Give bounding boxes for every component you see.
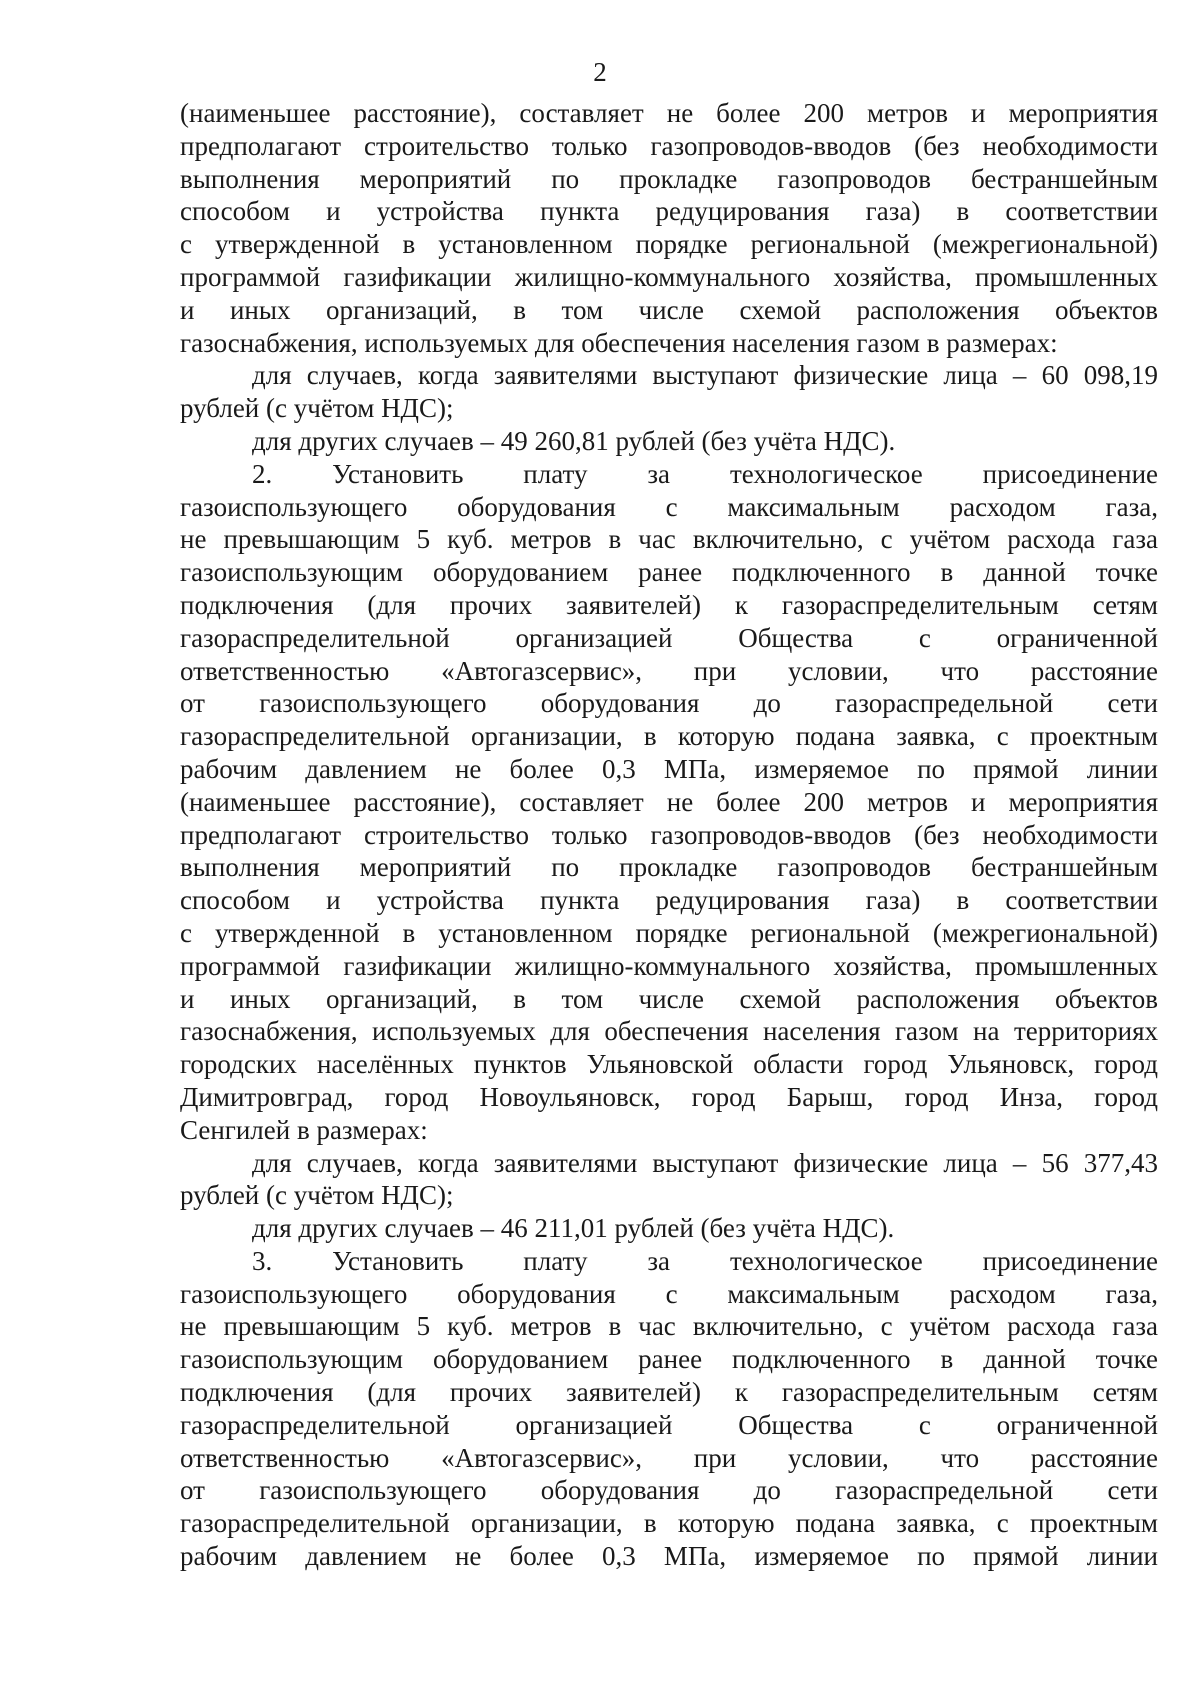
text-line: и иных организаций, в том числе схемой расположения объектов <box>180 294 1158 325</box>
text-line: газоиспользующего оборудования с максимальным расходом газа, <box>180 491 1158 522</box>
paragraph <box>180 458 1158 1147</box>
text-line: и иных организаций, в том числе схемой расположения объектов <box>180 983 1158 1014</box>
text-line: подключения (для прочих заявителей) к газораспределительным сетям <box>180 1377 1158 1408</box>
text-line: для случаев, когда заявителями выступают физические лица – 60 098,19 <box>252 360 1158 391</box>
text-line: способом и устройства пункта редуцирования газа) в соответствии <box>180 885 1158 916</box>
text-line: газораспределительной организацией Общества с ограниченной <box>180 1409 1158 1440</box>
text-line: для других случаев – 49 260,81 рублей (без учёта НДС). <box>252 425 896 456</box>
text-line: выполнения мероприятий по прокладке газопроводов бестраншейным <box>180 163 1158 194</box>
text-line: выполнения мероприятий по прокладке газопроводов бестраншейным <box>180 852 1158 883</box>
paragraph <box>180 1147 1158 1213</box>
text-line: для других случаев – 46 211,01 рублей (без учёта НДС). <box>252 1213 895 1244</box>
text-line: газораспределительной организации, в которую подана заявка, с проектным <box>180 721 1158 752</box>
text-line: (наименьшее расстояние), составляет не более 200 метров и мероприятия <box>180 786 1158 817</box>
text-line: с утвержденной в установленном порядке региональной (межрегиональной) <box>180 229 1158 260</box>
text-line: газораспределительной организации, в которую подана заявка, с проектным <box>180 1508 1158 1539</box>
text-line: газоиспользующим оборудованием ранее подключенного в данной точке <box>180 557 1158 588</box>
text-line: не превышающим 5 куб. метров в час включительно, с учётом расхода газа <box>180 1311 1158 1342</box>
text-line: способом и устройства пункта редуцирования газа) в соответствии <box>180 196 1158 227</box>
text-line: от газоиспользующего оборудования до газораспредельной сети <box>180 688 1158 719</box>
text-line: газоиспользующим оборудованием ранее подключенного в данной точке <box>180 1344 1158 1375</box>
document-body <box>180 97 1158 1573</box>
text-line: газоснабжения, используемых для обеспечения населения газом на территориях <box>180 1016 1158 1047</box>
text-line: программой газификации жилищно-коммунального хозяйства, промышленных <box>180 261 1158 292</box>
text-line: от газоиспользующего оборудования до газораспредельной сети <box>180 1475 1158 1506</box>
paragraph <box>180 359 1158 425</box>
text-line: ответственностью «Автогазсервис», при условии, что расстояние <box>180 655 1158 686</box>
text-line: рублей (с учётом НДС); <box>180 1180 454 1211</box>
text-line: программой газификации жилищно-коммунального хозяйства, промышленных <box>180 950 1158 981</box>
page-number: 2 <box>593 57 607 87</box>
text-line: 2. Установить плату за технологическое присоединение <box>252 458 1158 489</box>
text-line: для случаев, когда заявителями выступают физические лица – 56 377,43 <box>252 1147 1158 1178</box>
text-line: рабочим давлением не более 0,3 МПа, измеряемое по прямой линии <box>180 753 1158 784</box>
text-line: предполагают строительство только газопроводов-вводов (без необходимости <box>180 819 1158 850</box>
text-line: рабочим давлением не более 0,3 МПа, измеряемое по прямой линии <box>180 1541 1158 1572</box>
text-line: городских населённых пунктов Ульяновской области город Ульяновск, город <box>180 1049 1158 1080</box>
text-line: газоснабжения, используемых для обеспечения населения газом в размерах: <box>180 327 1058 358</box>
text-line: подключения (для прочих заявителей) к газораспределительным сетям <box>180 589 1158 620</box>
paragraph <box>180 1245 1158 1573</box>
text-line: с утвержденной в установленном порядке региональной (межрегиональной) <box>180 917 1158 948</box>
text-line: Димитровград, город Новоульяновск, город Барыш, город Инза, город <box>180 1081 1158 1112</box>
text-line: предполагают строительство только газопроводов-вводов (без необходимости <box>180 130 1158 161</box>
text-line: рублей (с учётом НДС); <box>180 393 454 424</box>
text-line: газоиспользующего оборудования с максимальным расходом газа, <box>180 1278 1158 1309</box>
text-line: (наименьшее расстояние), составляет не более 200 метров и мероприятия <box>180 98 1158 128</box>
paragraph <box>180 425 1158 458</box>
text-line: ответственностью «Автогазсервис», при условии, что расстояние <box>180 1442 1158 1473</box>
text-line: Сенгилей в размерах: <box>180 1114 428 1145</box>
text-line: газораспределительной организацией Общества с ограниченной <box>180 622 1158 653</box>
paragraph <box>180 97 1158 359</box>
text-line: 3. Установить плату за технологическое присоединение <box>252 1245 1158 1276</box>
text-line: не превышающим 5 куб. метров в час включительно, с учётом расхода газа <box>180 524 1158 555</box>
paragraph <box>180 1212 1158 1245</box>
